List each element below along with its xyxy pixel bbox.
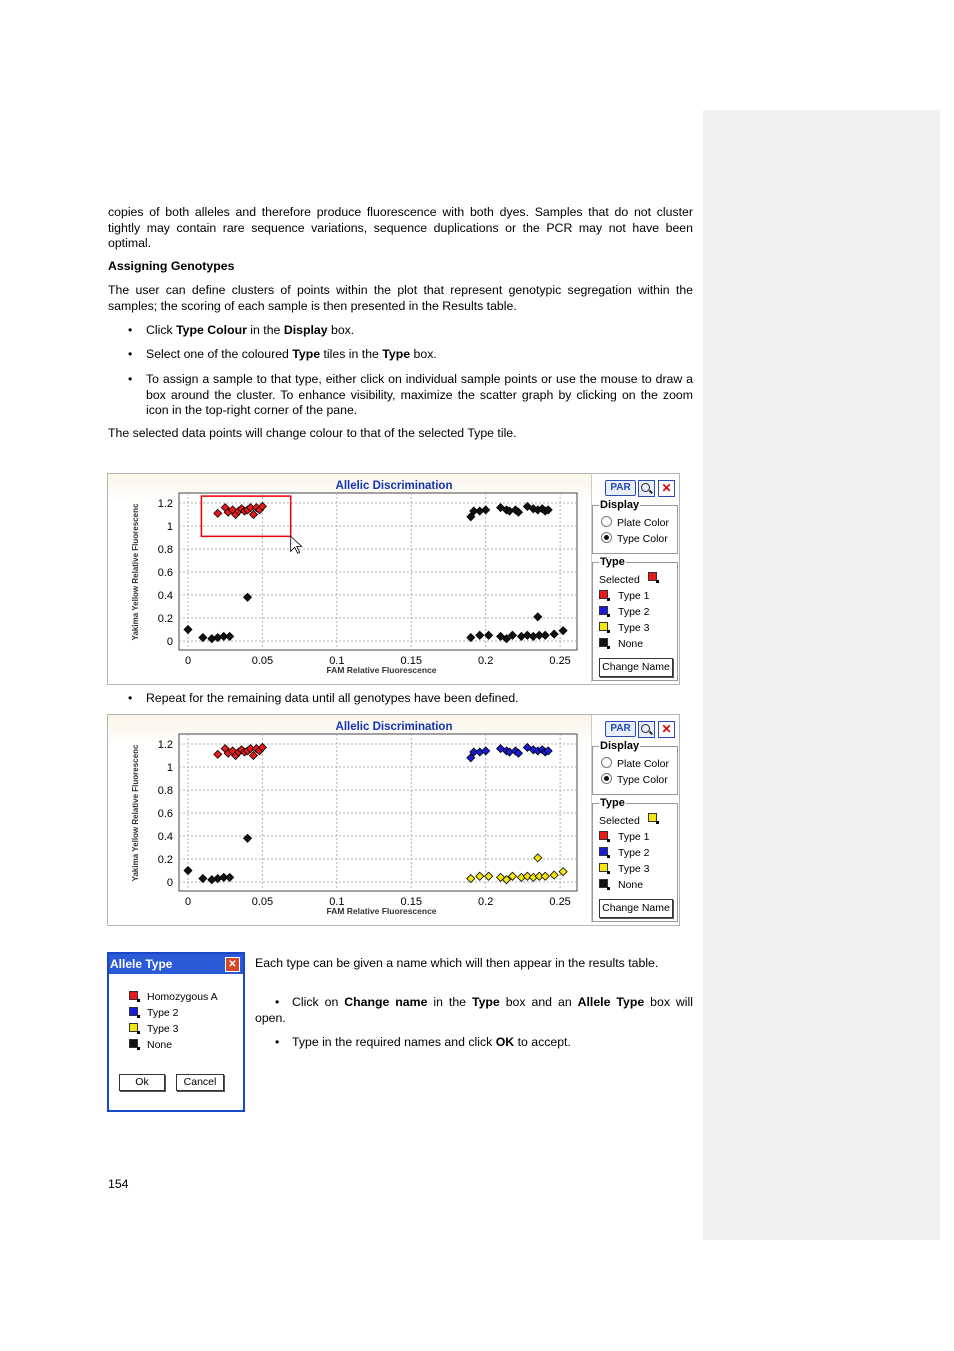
x-tick-label: 0 xyxy=(184,655,192,667)
plate-color-radio[interactable]: Plate Color xyxy=(601,757,669,770)
type-1-tile[interactable]: Type 1 xyxy=(599,831,650,843)
type-box xyxy=(592,797,678,922)
radio-off-icon xyxy=(601,757,612,768)
type-box-title: Type xyxy=(600,556,625,568)
type-3-swatch-icon xyxy=(129,1023,138,1032)
y-tick-label: 0.6 xyxy=(157,808,173,820)
paragraph-2: The selected data points will change colour to that of the selected Type tile. xyxy=(108,426,517,440)
section-heading: Assigning Genotypes xyxy=(108,259,235,273)
x-tick-label: 0.1 xyxy=(329,896,345,908)
y-tick-label: 1.2 xyxy=(157,498,173,510)
y-tick-label: 0 xyxy=(166,636,173,648)
allele-type-dialog xyxy=(107,952,245,1112)
plot-frame xyxy=(179,734,577,891)
type-1-tile[interactable]: Type 1 xyxy=(599,590,650,602)
bullet-dot: • xyxy=(128,372,133,386)
zoom-icon[interactable] xyxy=(638,480,655,497)
x-tick-label: 0 xyxy=(184,896,192,908)
y-tick-label: 0.8 xyxy=(157,544,173,556)
names-paragraph: Each type can be given a name which will then appear in the results table. xyxy=(255,956,659,970)
selected-type-swatch-icon xyxy=(648,813,657,822)
x-tick-label: 0.15 xyxy=(400,896,422,908)
display-box-title: Display xyxy=(600,740,640,752)
bullet-dot: • xyxy=(128,691,133,705)
selected-type-swatch-icon xyxy=(648,572,657,581)
bullet-dot: • xyxy=(128,323,133,337)
dialog-title: Allele Type xyxy=(109,954,243,974)
type-color-radio[interactable]: Type Color xyxy=(601,532,668,545)
bullet-dot: • xyxy=(275,995,280,1009)
y-axis-label: Yakima Yellow Relative Fluorescenc xyxy=(131,503,140,641)
plot-title: Allelic Discrimination xyxy=(335,480,453,492)
ok-bullet: Type in the required names and click OK to accept. xyxy=(292,1035,571,1049)
type-box xyxy=(592,556,678,681)
par-button[interactable]: PAR xyxy=(605,480,636,496)
bullet-dot: • xyxy=(128,347,133,361)
toolbar xyxy=(585,721,675,737)
radio-off-icon xyxy=(601,516,612,527)
allelic-discrimination-panel-1 xyxy=(107,473,680,685)
allele-row-2[interactable]: Type 2 xyxy=(129,1007,179,1019)
change-name-button[interactable]: Change Name xyxy=(599,899,673,918)
type-2-swatch-icon xyxy=(599,606,608,615)
y-tick-label: 0.8 xyxy=(157,785,173,797)
none-tile[interactable]: None xyxy=(599,879,643,891)
page-number: 154 xyxy=(108,1177,129,1191)
plot-title: Allelic Discrimination xyxy=(335,721,453,733)
type-1-swatch-icon xyxy=(599,831,608,840)
plot-frame xyxy=(179,493,577,650)
selected-row: Selected xyxy=(599,813,667,827)
par-button[interactable]: PAR xyxy=(605,721,636,737)
close-icon[interactable]: ✕ xyxy=(658,480,675,497)
cancel-button[interactable]: Cancel xyxy=(176,1074,224,1091)
allele-row-3[interactable]: Type 3 xyxy=(129,1023,179,1035)
x-tick-label: 0.25 xyxy=(549,896,571,908)
type-2-swatch-icon xyxy=(599,847,608,856)
type-2-tile[interactable]: Type 2 xyxy=(599,847,650,859)
scatter-chart[interactable] xyxy=(108,715,591,923)
type-2-swatch-icon xyxy=(129,1007,138,1016)
y-tick-label: 0.4 xyxy=(157,831,173,843)
type-color-radio[interactable]: Type Color xyxy=(601,773,668,786)
y-tick-label: 0 xyxy=(166,877,173,889)
type-3-swatch-icon xyxy=(599,622,608,631)
type-1-swatch-icon xyxy=(129,991,138,1000)
x-tick-label: 0.05 xyxy=(251,896,274,908)
allele-row-4[interactable]: None xyxy=(129,1039,172,1051)
x-tick-label: 0.25 xyxy=(549,655,571,667)
type-1-swatch-icon xyxy=(599,590,608,599)
bullet-3: To assign a sample to that type, either click on individual sample points or use the mouse to draw a box around the cluster. To enhance visibility, maximize the scatter graph by clicking on the zoom icon in the top-right corner of the pane. xyxy=(146,372,693,417)
paragraph-1: The user can define clusters of points within the plot that represent genotypic segregation within the samples; the scoring of each sample is then presented in the Results table. xyxy=(108,283,693,313)
y-tick-label: 1 xyxy=(166,762,173,774)
x-axis-label: FAM Relative Fluorescence xyxy=(326,906,437,916)
type-3-tile[interactable]: Type 3 xyxy=(599,622,650,634)
x-tick-label: 0.1 xyxy=(329,655,345,667)
radio-on-icon xyxy=(601,773,612,784)
bullet-1: Click Type Colour in the Display box. xyxy=(146,323,355,337)
allele-row-1[interactable]: Homozygous A xyxy=(129,991,218,1003)
display-box xyxy=(592,740,678,795)
ok-button[interactable]: Ok xyxy=(119,1074,165,1091)
plate-color-radio[interactable]: Plate Color xyxy=(601,516,669,529)
y-tick-label: 0.4 xyxy=(157,590,173,602)
y-tick-label: 1 xyxy=(166,521,173,533)
bullet-dot: • xyxy=(275,1035,280,1049)
display-box-title: Display xyxy=(600,499,640,511)
y-tick-label: 0.2 xyxy=(157,854,173,866)
scatter-chart[interactable] xyxy=(108,474,591,682)
close-icon[interactable]: ✕ xyxy=(225,957,240,972)
x-tick-label: 0.2 xyxy=(478,655,494,667)
close-icon[interactable]: ✕ xyxy=(658,721,675,738)
type-3-tile[interactable]: Type 3 xyxy=(599,863,650,875)
none-swatch-icon xyxy=(599,638,608,647)
change-name-button[interactable]: Change Name xyxy=(599,658,673,677)
x-tick-label: 0.2 xyxy=(478,896,494,908)
x-axis-label: FAM Relative Fluorescence xyxy=(326,665,437,675)
toolbar xyxy=(585,480,675,496)
y-axis-label: Yakima Yellow Relative Fluorescenc xyxy=(131,744,140,882)
display-box xyxy=(592,499,678,554)
change-name-bullet: Click on Change name in the Type box and an Allele Type box will open. xyxy=(255,995,694,1025)
intro-paragraph: copies of both alleles and therefore produce fluorescence with both dyes. Samples that do not cluster tightly may contain rare sequence variations, sequence duplications or the PCR may not have been optimal. xyxy=(108,205,693,250)
none-tile[interactable]: None xyxy=(599,638,643,650)
radio-on-icon xyxy=(601,532,612,543)
x-tick-label: 0.15 xyxy=(400,655,422,667)
margin-comment-area xyxy=(703,110,940,1240)
type-box-title: Type xyxy=(600,797,625,809)
none-swatch-icon xyxy=(129,1039,138,1048)
type-3-swatch-icon xyxy=(599,863,608,872)
zoom-icon[interactable] xyxy=(638,721,655,738)
none-swatch-icon xyxy=(599,879,608,888)
y-tick-label: 0.6 xyxy=(157,567,173,579)
allelic-discrimination-panel-2 xyxy=(107,714,680,926)
bullet-repeat: Repeat for the remaining data until all genotypes have been defined. xyxy=(146,691,519,705)
x-tick-label: 0.05 xyxy=(251,655,274,667)
y-tick-label: 0.2 xyxy=(157,613,173,625)
selected-row: Selected xyxy=(599,572,667,586)
bullet-2: Select one of the coloured Type tiles in the Type box. xyxy=(146,347,437,361)
type-2-tile[interactable]: Type 2 xyxy=(599,606,650,618)
y-tick-label: 1.2 xyxy=(157,739,173,751)
